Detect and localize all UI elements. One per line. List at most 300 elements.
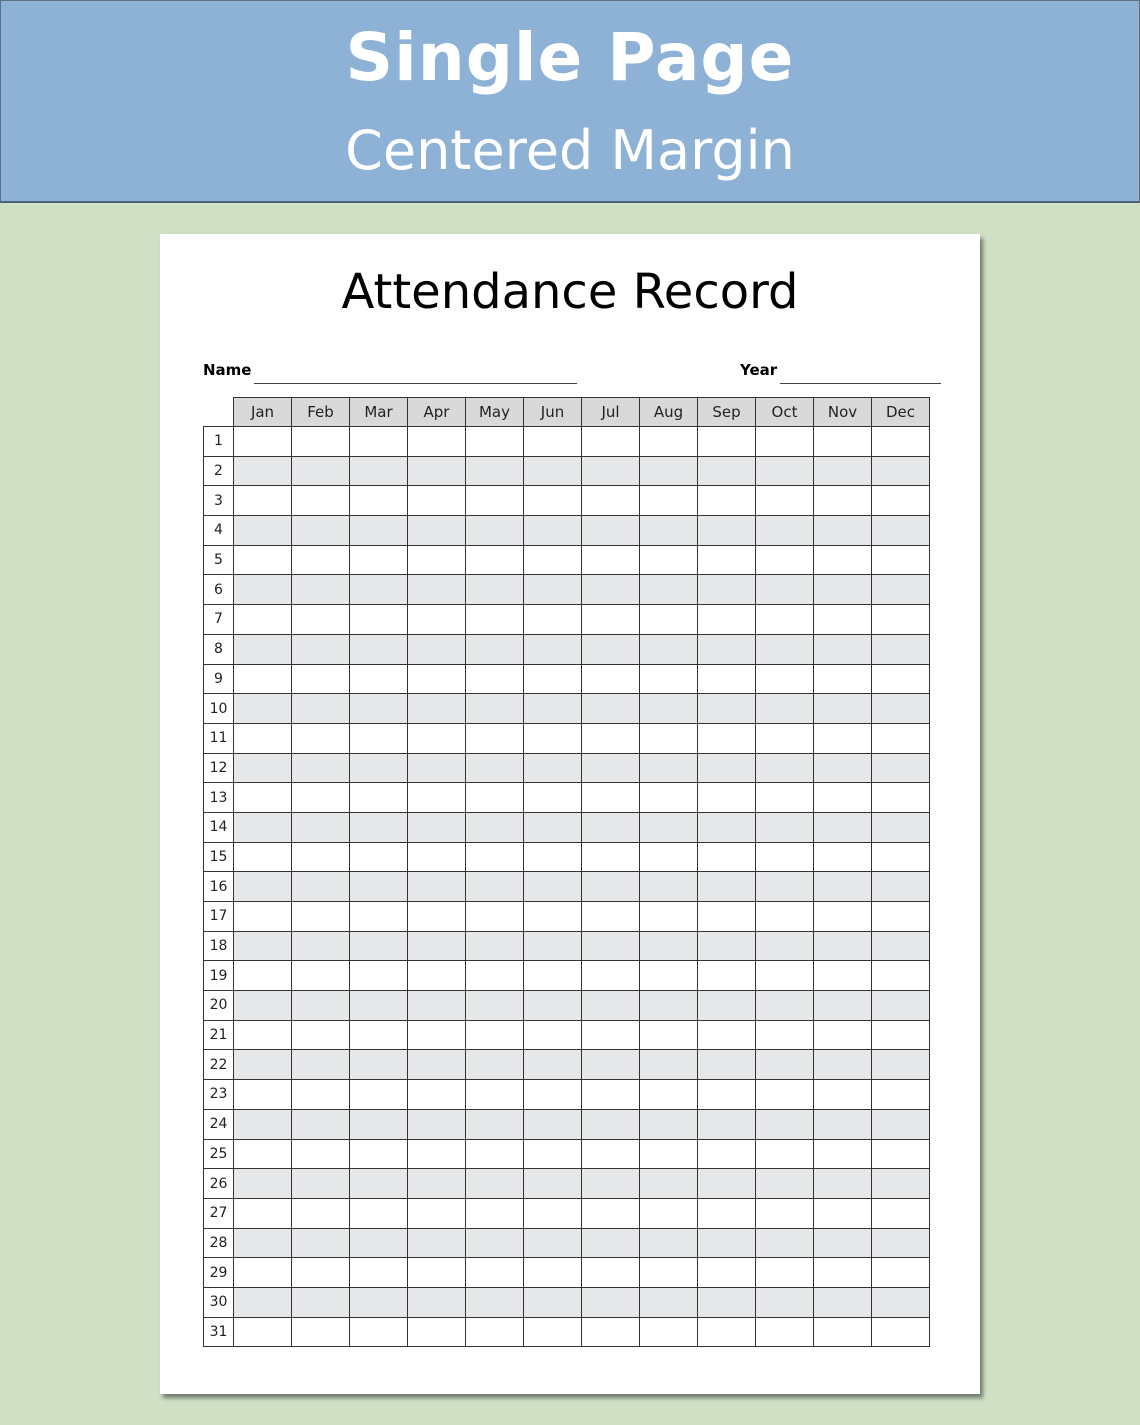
attendance-cell[interactable] bbox=[292, 1139, 350, 1169]
attendance-cell[interactable] bbox=[524, 516, 582, 546]
attendance-cell[interactable] bbox=[524, 1317, 582, 1347]
attendance-cell[interactable] bbox=[408, 783, 466, 813]
attendance-cell[interactable] bbox=[640, 1139, 698, 1169]
attendance-cell[interactable] bbox=[872, 723, 930, 753]
attendance-cell[interactable] bbox=[408, 961, 466, 991]
attendance-cell[interactable] bbox=[814, 961, 872, 991]
attendance-cell[interactable] bbox=[466, 1317, 524, 1347]
attendance-cell[interactable] bbox=[756, 1228, 814, 1258]
attendance-cell[interactable] bbox=[234, 1080, 292, 1110]
attendance-cell[interactable] bbox=[234, 961, 292, 991]
attendance-cell[interactable] bbox=[582, 1050, 640, 1080]
attendance-cell[interactable] bbox=[640, 575, 698, 605]
attendance-cell[interactable] bbox=[524, 1198, 582, 1228]
attendance-cell[interactable] bbox=[640, 783, 698, 813]
attendance-cell[interactable] bbox=[350, 1139, 408, 1169]
attendance-cell[interactable] bbox=[466, 486, 524, 516]
attendance-cell[interactable] bbox=[408, 486, 466, 516]
attendance-cell[interactable] bbox=[292, 783, 350, 813]
attendance-cell[interactable] bbox=[234, 694, 292, 724]
attendance-cell[interactable] bbox=[234, 605, 292, 635]
attendance-cell[interactable] bbox=[640, 931, 698, 961]
attendance-cell[interactable] bbox=[872, 961, 930, 991]
attendance-cell[interactable] bbox=[234, 1228, 292, 1258]
attendance-cell[interactable] bbox=[756, 723, 814, 753]
attendance-cell[interactable] bbox=[640, 1198, 698, 1228]
attendance-cell[interactable] bbox=[234, 723, 292, 753]
attendance-cell[interactable] bbox=[814, 1258, 872, 1288]
attendance-cell[interactable] bbox=[640, 1287, 698, 1317]
attendance-cell[interactable] bbox=[292, 1228, 350, 1258]
attendance-cell[interactable] bbox=[524, 1169, 582, 1199]
attendance-cell[interactable] bbox=[872, 1109, 930, 1139]
attendance-cell[interactable] bbox=[350, 931, 408, 961]
attendance-cell[interactable] bbox=[640, 723, 698, 753]
attendance-cell[interactable] bbox=[640, 1317, 698, 1347]
attendance-cell[interactable] bbox=[814, 1139, 872, 1169]
attendance-cell[interactable] bbox=[234, 1287, 292, 1317]
attendance-cell[interactable] bbox=[814, 694, 872, 724]
attendance-cell[interactable] bbox=[524, 427, 582, 457]
attendance-cell[interactable] bbox=[814, 575, 872, 605]
attendance-cell[interactable] bbox=[350, 427, 408, 457]
attendance-cell[interactable] bbox=[524, 694, 582, 724]
attendance-cell[interactable] bbox=[466, 931, 524, 961]
attendance-cell[interactable] bbox=[234, 516, 292, 546]
attendance-cell[interactable] bbox=[582, 783, 640, 813]
attendance-cell[interactable] bbox=[582, 486, 640, 516]
attendance-cell[interactable] bbox=[698, 1258, 756, 1288]
attendance-cell[interactable] bbox=[350, 1080, 408, 1110]
attendance-cell[interactable] bbox=[698, 812, 756, 842]
attendance-cell[interactable] bbox=[582, 1198, 640, 1228]
attendance-cell[interactable] bbox=[872, 456, 930, 486]
attendance-cell[interactable] bbox=[292, 902, 350, 932]
attendance-cell[interactable] bbox=[466, 753, 524, 783]
attendance-cell[interactable] bbox=[756, 427, 814, 457]
attendance-cell[interactable] bbox=[524, 1228, 582, 1258]
attendance-cell[interactable] bbox=[466, 842, 524, 872]
attendance-cell[interactable] bbox=[582, 1020, 640, 1050]
attendance-cell[interactable] bbox=[466, 1020, 524, 1050]
attendance-cell[interactable] bbox=[350, 1287, 408, 1317]
attendance-cell[interactable] bbox=[408, 516, 466, 546]
attendance-cell[interactable] bbox=[872, 812, 930, 842]
attendance-cell[interactable] bbox=[524, 605, 582, 635]
attendance-cell[interactable] bbox=[582, 456, 640, 486]
attendance-cell[interactable] bbox=[408, 694, 466, 724]
attendance-cell[interactable] bbox=[582, 664, 640, 694]
attendance-cell[interactable] bbox=[350, 545, 408, 575]
attendance-cell[interactable] bbox=[814, 1317, 872, 1347]
attendance-cell[interactable] bbox=[466, 1080, 524, 1110]
attendance-cell[interactable] bbox=[524, 753, 582, 783]
attendance-cell[interactable] bbox=[234, 753, 292, 783]
attendance-cell[interactable] bbox=[466, 1258, 524, 1288]
attendance-cell[interactable] bbox=[582, 931, 640, 961]
attendance-cell[interactable] bbox=[466, 456, 524, 486]
attendance-cell[interactable] bbox=[872, 427, 930, 457]
attendance-cell[interactable] bbox=[872, 783, 930, 813]
attendance-cell[interactable] bbox=[408, 1080, 466, 1110]
attendance-cell[interactable] bbox=[756, 1258, 814, 1288]
attendance-cell[interactable] bbox=[292, 664, 350, 694]
attendance-cell[interactable] bbox=[350, 605, 408, 635]
attendance-cell[interactable] bbox=[524, 456, 582, 486]
attendance-cell[interactable] bbox=[698, 427, 756, 457]
attendance-cell[interactable] bbox=[524, 1050, 582, 1080]
attendance-cell[interactable] bbox=[292, 1050, 350, 1080]
attendance-cell[interactable] bbox=[408, 991, 466, 1021]
attendance-cell[interactable] bbox=[756, 545, 814, 575]
attendance-cell[interactable] bbox=[582, 575, 640, 605]
attendance-cell[interactable] bbox=[582, 427, 640, 457]
attendance-cell[interactable] bbox=[350, 723, 408, 753]
attendance-cell[interactable] bbox=[698, 1050, 756, 1080]
attendance-cell[interactable] bbox=[872, 1139, 930, 1169]
attendance-cell[interactable] bbox=[234, 1258, 292, 1288]
attendance-cell[interactable] bbox=[814, 723, 872, 753]
attendance-cell[interactable] bbox=[408, 427, 466, 457]
attendance-cell[interactable] bbox=[640, 1258, 698, 1288]
attendance-cell[interactable] bbox=[640, 516, 698, 546]
attendance-cell[interactable] bbox=[640, 456, 698, 486]
attendance-cell[interactable] bbox=[234, 575, 292, 605]
attendance-cell[interactable] bbox=[292, 1020, 350, 1050]
attendance-cell[interactable] bbox=[466, 723, 524, 753]
attendance-cell[interactable] bbox=[350, 1228, 408, 1258]
attendance-cell[interactable] bbox=[698, 1169, 756, 1199]
attendance-cell[interactable] bbox=[814, 1228, 872, 1258]
attendance-cell[interactable] bbox=[234, 842, 292, 872]
attendance-cell[interactable] bbox=[408, 1198, 466, 1228]
attendance-cell[interactable] bbox=[408, 1109, 466, 1139]
attendance-cell[interactable] bbox=[466, 694, 524, 724]
attendance-cell[interactable] bbox=[524, 1020, 582, 1050]
attendance-cell[interactable] bbox=[698, 1109, 756, 1139]
attendance-cell[interactable] bbox=[466, 1139, 524, 1169]
attendance-cell[interactable] bbox=[814, 991, 872, 1021]
attendance-cell[interactable] bbox=[756, 634, 814, 664]
attendance-cell[interactable] bbox=[292, 1109, 350, 1139]
attendance-cell[interactable] bbox=[640, 902, 698, 932]
attendance-cell[interactable] bbox=[756, 1287, 814, 1317]
attendance-cell[interactable] bbox=[292, 1169, 350, 1199]
attendance-cell[interactable] bbox=[814, 1109, 872, 1139]
attendance-cell[interactable] bbox=[408, 1287, 466, 1317]
attendance-cell[interactable] bbox=[814, 931, 872, 961]
attendance-cell[interactable] bbox=[698, 605, 756, 635]
attendance-cell[interactable] bbox=[698, 694, 756, 724]
attendance-cell[interactable] bbox=[524, 872, 582, 902]
attendance-cell[interactable] bbox=[350, 575, 408, 605]
attendance-cell[interactable] bbox=[698, 753, 756, 783]
attendance-cell[interactable] bbox=[234, 783, 292, 813]
attendance-cell[interactable] bbox=[350, 1317, 408, 1347]
attendance-cell[interactable] bbox=[756, 1198, 814, 1228]
attendance-cell[interactable] bbox=[872, 664, 930, 694]
attendance-cell[interactable] bbox=[292, 931, 350, 961]
attendance-cell[interactable] bbox=[872, 1169, 930, 1199]
attendance-cell[interactable] bbox=[640, 694, 698, 724]
attendance-cell[interactable] bbox=[350, 783, 408, 813]
attendance-cell[interactable] bbox=[698, 664, 756, 694]
attendance-cell[interactable] bbox=[350, 902, 408, 932]
attendance-cell[interactable] bbox=[756, 694, 814, 724]
attendance-cell[interactable] bbox=[466, 872, 524, 902]
attendance-cell[interactable] bbox=[582, 1287, 640, 1317]
attendance-cell[interactable] bbox=[814, 486, 872, 516]
attendance-cell[interactable] bbox=[814, 427, 872, 457]
attendance-cell[interactable] bbox=[698, 575, 756, 605]
attendance-cell[interactable] bbox=[524, 931, 582, 961]
attendance-cell[interactable] bbox=[408, 1050, 466, 1080]
attendance-cell[interactable] bbox=[524, 1080, 582, 1110]
attendance-cell[interactable] bbox=[350, 1050, 408, 1080]
attendance-cell[interactable] bbox=[408, 723, 466, 753]
attendance-cell[interactable] bbox=[640, 991, 698, 1021]
attendance-cell[interactable] bbox=[814, 812, 872, 842]
attendance-cell[interactable] bbox=[466, 427, 524, 457]
attendance-cell[interactable] bbox=[582, 961, 640, 991]
attendance-cell[interactable] bbox=[234, 427, 292, 457]
attendance-cell[interactable] bbox=[292, 1080, 350, 1110]
attendance-cell[interactable] bbox=[698, 1228, 756, 1258]
attendance-cell[interactable] bbox=[582, 902, 640, 932]
attendance-cell[interactable] bbox=[872, 931, 930, 961]
attendance-cell[interactable] bbox=[872, 634, 930, 664]
attendance-cell[interactable] bbox=[292, 1287, 350, 1317]
attendance-cell[interactable] bbox=[234, 456, 292, 486]
attendance-cell[interactable] bbox=[640, 486, 698, 516]
attendance-cell[interactable] bbox=[698, 1317, 756, 1347]
attendance-cell[interactable] bbox=[756, 605, 814, 635]
attendance-cell[interactable] bbox=[872, 605, 930, 635]
attendance-cell[interactable] bbox=[582, 1228, 640, 1258]
attendance-cell[interactable] bbox=[872, 753, 930, 783]
attendance-cell[interactable] bbox=[640, 1020, 698, 1050]
attendance-cell[interactable] bbox=[466, 575, 524, 605]
attendance-cell[interactable] bbox=[698, 872, 756, 902]
attendance-cell[interactable] bbox=[872, 575, 930, 605]
attendance-cell[interactable] bbox=[234, 634, 292, 664]
attendance-cell[interactable] bbox=[292, 812, 350, 842]
attendance-cell[interactable] bbox=[814, 1169, 872, 1199]
attendance-cell[interactable] bbox=[582, 605, 640, 635]
attendance-cell[interactable] bbox=[698, 931, 756, 961]
attendance-cell[interactable] bbox=[524, 783, 582, 813]
attendance-cell[interactable] bbox=[756, 931, 814, 961]
attendance-cell[interactable] bbox=[872, 1198, 930, 1228]
attendance-cell[interactable] bbox=[814, 1080, 872, 1110]
attendance-cell[interactable] bbox=[756, 902, 814, 932]
attendance-cell[interactable] bbox=[814, 783, 872, 813]
attendance-cell[interactable] bbox=[698, 1020, 756, 1050]
attendance-cell[interactable] bbox=[466, 1169, 524, 1199]
attendance-cell[interactable] bbox=[582, 842, 640, 872]
attendance-cell[interactable] bbox=[292, 486, 350, 516]
attendance-cell[interactable] bbox=[814, 516, 872, 546]
attendance-cell[interactable] bbox=[814, 456, 872, 486]
attendance-cell[interactable] bbox=[234, 486, 292, 516]
attendance-cell[interactable] bbox=[466, 991, 524, 1021]
attendance-cell[interactable] bbox=[292, 961, 350, 991]
attendance-cell[interactable] bbox=[814, 605, 872, 635]
attendance-cell[interactable] bbox=[408, 1258, 466, 1288]
attendance-cell[interactable] bbox=[640, 664, 698, 694]
attendance-cell[interactable] bbox=[466, 1228, 524, 1258]
attendance-cell[interactable] bbox=[872, 842, 930, 872]
attendance-cell[interactable] bbox=[466, 1198, 524, 1228]
attendance-cell[interactable] bbox=[466, 1287, 524, 1317]
attendance-cell[interactable] bbox=[582, 723, 640, 753]
attendance-cell[interactable] bbox=[756, 456, 814, 486]
attendance-cell[interactable] bbox=[698, 1139, 756, 1169]
attendance-cell[interactable] bbox=[756, 1050, 814, 1080]
attendance-cell[interactable] bbox=[408, 456, 466, 486]
attendance-cell[interactable] bbox=[698, 486, 756, 516]
attendance-cell[interactable] bbox=[756, 664, 814, 694]
attendance-cell[interactable] bbox=[756, 1020, 814, 1050]
attendance-cell[interactable] bbox=[292, 545, 350, 575]
attendance-cell[interactable] bbox=[582, 516, 640, 546]
attendance-cell[interactable] bbox=[292, 872, 350, 902]
attendance-cell[interactable] bbox=[292, 694, 350, 724]
attendance-cell[interactable] bbox=[350, 1198, 408, 1228]
attendance-cell[interactable] bbox=[234, 1050, 292, 1080]
attendance-cell[interactable] bbox=[814, 664, 872, 694]
attendance-cell[interactable] bbox=[350, 1109, 408, 1139]
attendance-cell[interactable] bbox=[872, 1287, 930, 1317]
attendance-cell[interactable] bbox=[872, 902, 930, 932]
attendance-cell[interactable] bbox=[524, 634, 582, 664]
attendance-cell[interactable] bbox=[698, 634, 756, 664]
attendance-cell[interactable] bbox=[640, 1050, 698, 1080]
attendance-cell[interactable] bbox=[756, 753, 814, 783]
attendance-cell[interactable] bbox=[872, 872, 930, 902]
attendance-cell[interactable] bbox=[698, 723, 756, 753]
attendance-cell[interactable] bbox=[814, 1020, 872, 1050]
attendance-cell[interactable] bbox=[292, 605, 350, 635]
attendance-cell[interactable] bbox=[350, 1258, 408, 1288]
attendance-cell[interactable] bbox=[466, 664, 524, 694]
attendance-cell[interactable] bbox=[408, 812, 466, 842]
attendance-cell[interactable] bbox=[524, 812, 582, 842]
attendance-cell[interactable] bbox=[814, 634, 872, 664]
attendance-cell[interactable] bbox=[640, 1080, 698, 1110]
attendance-cell[interactable] bbox=[582, 1169, 640, 1199]
attendance-cell[interactable] bbox=[698, 842, 756, 872]
attendance-cell[interactable] bbox=[698, 1080, 756, 1110]
attendance-cell[interactable] bbox=[350, 1020, 408, 1050]
attendance-cell[interactable] bbox=[872, 1258, 930, 1288]
attendance-cell[interactable] bbox=[292, 456, 350, 486]
attendance-cell[interactable] bbox=[698, 783, 756, 813]
attendance-cell[interactable] bbox=[466, 961, 524, 991]
attendance-cell[interactable] bbox=[698, 1287, 756, 1317]
attendance-cell[interactable] bbox=[292, 1198, 350, 1228]
attendance-cell[interactable] bbox=[524, 1109, 582, 1139]
attendance-cell[interactable] bbox=[292, 753, 350, 783]
attendance-cell[interactable] bbox=[524, 486, 582, 516]
attendance-cell[interactable] bbox=[234, 902, 292, 932]
attendance-cell[interactable] bbox=[582, 872, 640, 902]
attendance-cell[interactable] bbox=[350, 753, 408, 783]
attendance-cell[interactable] bbox=[640, 753, 698, 783]
attendance-cell[interactable] bbox=[524, 991, 582, 1021]
attendance-cell[interactable] bbox=[466, 1109, 524, 1139]
attendance-cell[interactable] bbox=[408, 842, 466, 872]
attendance-cell[interactable] bbox=[524, 1139, 582, 1169]
attendance-cell[interactable] bbox=[524, 545, 582, 575]
attendance-cell[interactable] bbox=[466, 545, 524, 575]
attendance-cell[interactable] bbox=[524, 1287, 582, 1317]
attendance-cell[interactable] bbox=[756, 575, 814, 605]
attendance-cell[interactable] bbox=[582, 634, 640, 664]
attendance-cell[interactable] bbox=[350, 634, 408, 664]
attendance-cell[interactable] bbox=[408, 1020, 466, 1050]
attendance-cell[interactable] bbox=[872, 1228, 930, 1258]
attendance-cell[interactable] bbox=[698, 1198, 756, 1228]
attendance-cell[interactable] bbox=[756, 1080, 814, 1110]
attendance-cell[interactable] bbox=[582, 753, 640, 783]
attendance-cell[interactable] bbox=[234, 664, 292, 694]
attendance-cell[interactable] bbox=[234, 1109, 292, 1139]
attendance-cell[interactable] bbox=[814, 1050, 872, 1080]
attendance-cell[interactable] bbox=[872, 1317, 930, 1347]
attendance-cell[interactable] bbox=[234, 991, 292, 1021]
attendance-cell[interactable] bbox=[408, 902, 466, 932]
attendance-cell[interactable] bbox=[582, 1258, 640, 1288]
attendance-cell[interactable] bbox=[408, 1169, 466, 1199]
attendance-cell[interactable] bbox=[698, 991, 756, 1021]
attendance-cell[interactable] bbox=[814, 902, 872, 932]
attendance-cell[interactable] bbox=[234, 931, 292, 961]
attendance-cell[interactable] bbox=[408, 1139, 466, 1169]
attendance-cell[interactable] bbox=[582, 812, 640, 842]
attendance-cell[interactable] bbox=[408, 931, 466, 961]
attendance-cell[interactable] bbox=[640, 812, 698, 842]
name-field-line[interactable] bbox=[254, 383, 577, 384]
attendance-cell[interactable] bbox=[408, 1317, 466, 1347]
attendance-cell[interactable] bbox=[524, 1258, 582, 1288]
attendance-cell[interactable] bbox=[408, 634, 466, 664]
attendance-cell[interactable] bbox=[292, 634, 350, 664]
attendance-cell[interactable] bbox=[350, 991, 408, 1021]
attendance-cell[interactable] bbox=[292, 516, 350, 546]
attendance-cell[interactable] bbox=[466, 634, 524, 664]
attendance-cell[interactable] bbox=[234, 1020, 292, 1050]
attendance-cell[interactable] bbox=[350, 694, 408, 724]
attendance-cell[interactable] bbox=[640, 872, 698, 902]
attendance-cell[interactable] bbox=[292, 1258, 350, 1288]
attendance-cell[interactable] bbox=[350, 456, 408, 486]
attendance-cell[interactable] bbox=[814, 545, 872, 575]
attendance-cell[interactable] bbox=[698, 902, 756, 932]
attendance-cell[interactable] bbox=[698, 456, 756, 486]
attendance-cell[interactable] bbox=[292, 723, 350, 753]
attendance-cell[interactable] bbox=[582, 545, 640, 575]
attendance-cell[interactable] bbox=[640, 545, 698, 575]
attendance-cell[interactable] bbox=[466, 516, 524, 546]
attendance-cell[interactable] bbox=[524, 664, 582, 694]
attendance-cell[interactable] bbox=[640, 605, 698, 635]
attendance-cell[interactable] bbox=[756, 872, 814, 902]
attendance-cell[interactable] bbox=[350, 961, 408, 991]
attendance-cell[interactable] bbox=[640, 842, 698, 872]
attendance-cell[interactable] bbox=[698, 961, 756, 991]
attendance-cell[interactable] bbox=[524, 961, 582, 991]
